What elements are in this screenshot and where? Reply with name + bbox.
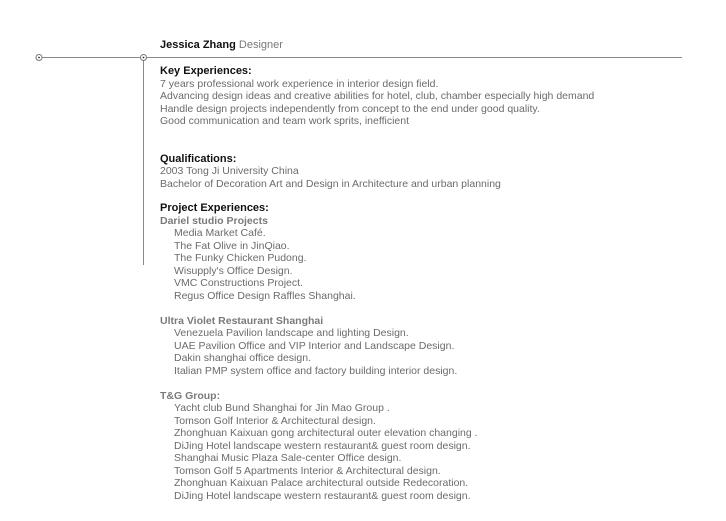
project-item: Yacht club Bund Shanghai for Jin Mao Group . <box>174 402 390 414</box>
list-item: 2003 Tong Ji University China <box>160 165 299 177</box>
key-experiences-section <box>160 65 700 128</box>
section-heading: Key Experiences: <box>160 65 252 77</box>
project-item: Media Market Café. <box>174 227 266 239</box>
project-item: DiJing Hotel landscape western restaurant& guest room design. <box>174 489 471 502</box>
project-item: VMC Constructions Project. <box>174 277 303 289</box>
timeline-node-dot-icon <box>143 57 145 59</box>
project-item: Tomson Golf 5 Apartments Interior & Architectural design. <box>174 464 441 477</box>
person-role: Designer <box>238 39 283 51</box>
project-item: Italian PMP system office and factory building interior design. <box>174 364 458 377</box>
project-group <box>160 315 700 378</box>
project-experiences-section <box>160 202 700 502</box>
project-item: Tomson Golf Interior & Architectural design. <box>174 414 376 427</box>
project-item: UAE Pavilion Office and VIP Interior and Landscape Design. <box>174 339 455 352</box>
name-header <box>160 38 700 52</box>
project-item: Wisupply's Office Design. <box>174 264 293 277</box>
project-group <box>160 390 700 503</box>
list-item: Bachelor of Decoration Art and Design in Architecture and urban planning <box>160 177 501 190</box>
project-group-title: Dariel studio Projects <box>160 214 268 227</box>
project-group-title: T&G Group: <box>160 389 221 402</box>
list-item: Advancing design ideas and creative abilities for hotel, club, chamber especially high demand <box>160 90 595 102</box>
project-group <box>160 215 700 303</box>
project-item: Dakin shanghai office design. <box>174 352 311 364</box>
section-heading: Project Experiences: <box>160 202 269 214</box>
list-item: Handle design projects independently from concept to the end under good quality. <box>160 102 540 115</box>
project-item: DiJing Hotel landscape western restaurant& guest room design. <box>174 439 471 452</box>
resume-content <box>160 38 700 502</box>
list-item: 7 years professional work experience in interior design field. <box>160 77 439 90</box>
project-item: Zhonghuan Kaixuan gong architectural outer elevation changing . <box>174 427 478 439</box>
project-item: The Fat Olive in JinQiao. <box>174 239 290 252</box>
project-group-title: Ultra Violet Restaurant Shanghai <box>160 314 324 327</box>
project-item: The Funky Chicken Pudong. <box>174 252 307 264</box>
project-item: Shanghai Music Plaza Sale-center Office design. <box>174 452 402 464</box>
timeline-node-dot-icon <box>38 57 40 59</box>
list-item: Good communication and team work sprits, inefficient <box>160 115 410 127</box>
project-item: Zhonghuan Kaixuan Palace architectural outside Redecoration. <box>174 477 469 489</box>
section-heading: Qualifications: <box>160 152 237 165</box>
person-name: Jessica Zhang <box>160 39 236 51</box>
project-item: Regus Office Design Raffles Shanghai. <box>174 289 356 302</box>
qualifications-section <box>160 153 700 191</box>
project-item: Venezuela Pavilion landscape and lighting Design. <box>174 327 409 339</box>
